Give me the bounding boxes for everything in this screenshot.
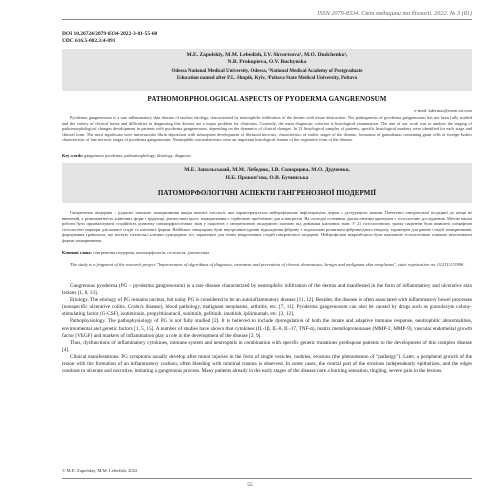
page-number: 55 [247,482,253,488]
email: e-mail: kdermas@mem.ed.com [414,108,472,113]
ukrainian-authors: М.Е. Запольський, М.М. Лебедюк, І.В. Скворцова, М.О. Дудченко, [184,167,350,173]
ukrainian-abstract: Гангренозна піодермія – рідкісне запальне захворювання шкіри неясної етіології, яка характеризується нейтрофільною інфільтрацією дерми з деструкцією тканин. Патогенез гангренозної піодермії до кінця не вивчений, а різноманітність клінічних форм і труднощі діагностики цього захворювання є серйозною проблемою для клініцистів. На сьогодні основним діагностичним критерієм є гістологічне дослідження. Метою нашої роботи було проаналізувати стадійність розвитку патоморфологічних змін у пацієнтів з гангренозною піодермією залежно від динаміки клінічних змін. У 21 гістологічному зразку пацієнтів були виявлені специфічні гістологічні маркери для кожної стадії та клінічної форми. Найбільш значущими були внутрішньосудинні відкладення фібрину з подальшим розвитком фібриноїдного некрозу, характерні для ранніх стадій захворювання, формування гранульом, що містять гігантські клітини чужорідних тіл, характерні для пізніх некротичних стадій гангренозної піодермії. Нейтрофільні мікроабсцеси були важливою гістологічною ознакою вегетативної форми захворювання. [62,210,472,243]
ukrainian-authors-box [62,163,472,203]
ukrainian-keywords [62,250,472,256]
english-abstract: Pyoderma gangrenosum is a rare inflammatory skin disease of unclear etiology, characterized by neutrophilic infiltration of the dermis with tissue destruction. The pathogenesis of pyoderma gangrenosum has not been fully studied and the variety of clinical forms and difficulties in diagnosing this disease are a major problem for clinicians. Currently, the main diagnostic criterion is histological examination. The aim of our work was to analyze the staging of pathomorphological changes development in patients with pyoderma gangrenosum, depending on the dynamics of clinical changes. In 21 histological samples of patients, specific histological markers were identified for each stage and clinical form. The most significant were intravascular fibrin deposition with subsequent development of fibrinoid necrosis, characteristic of earlier stages of the disease, formation of granulomas containing giant cells of foreign bodies characteristic of late necrotic stages of pyoderma gangrenosum. Neutrophilic microabscesses were an important histological feature of the vegetative form of the disease. [62,115,472,143]
ukrainian-authors-line2: Н.Б. Прокоп’єва, О.В. Бучинська [225,175,309,181]
english-affiliation-line2: Education named after P.L. Shupik, Kyiv, ²Poltava State Medical University, Poltava [176,76,358,81]
english-title: PATHOMORPHOLOGICAL ASPECTS OF PYODERMA GANGRENOSUM [147,95,387,103]
english-authors: M.E. Zapolskiy, M.M. Lebedish, I.V. Skvortsova¹, M.O. Dudchenko¹, [186,52,348,58]
journal-header: ISSN 2079-8334. Світ медицини та біології. 2022. № 3 (81) [317,10,472,17]
body-paragraph-clinical: Clinical manifestations. PG symptoms usually develop after minor injuries in the form of single vesicles, nodules, erosions (the phenomenon of "pathergy"). Later, a peripheral growth of the lesion with the formation of an inflammatory cushion, often bleeding with minimal trauma is observed. In some cases, the central part of the erosions independently epithelizes, and the edges continue to ulcerate and necrotize, imitating a gangrenous process. Many patients already in the early stages of the disease note a burning sensation, tingling, severe pain in the lesions. [62,353,472,375]
udc-line: UDC 616.5-002.3:4-091 [62,38,116,44]
footer-rule [62,478,472,479]
copyright: © M.E. Zapolskiy, M.M. Lebedish, 2022 [62,468,138,473]
english-affiliation-line1: Odessa National Medical University, Odessa, ¹National Medical Academy of Postgraduate [171,69,363,74]
ukrainian-keywords-text: гангренозна піодермія, патоморфологія, гістологія, діагностика [93,250,210,255]
body-paragraph-summary: Thus, dysfunctions of inflammatory cytokines, immune system and neutrophils in combination with specific genetic mutations predispose patients to the development of this complex disease [4]. [62,339,472,353]
english-authors-box [62,49,472,91]
english-keywords [62,153,472,159]
english-keywords-label: Key words: [62,153,84,158]
english-keywords-text: gangrenous pyoderma, pathomorphology, histology, diagnosis [84,153,191,158]
body-paragraph-intro: Gangrenous pyoderma (PG – pyoderma gangrenosum) is a rare disease characterized by neutrophilic infiltration of the dermis and manifested in the form of inflammatory and ulcerative skin lesions [1, 8, 13]. [62,283,472,297]
body-paragraph-pathophysiology: Pathophysiology. The pathophysiology of PG is not fully studied [2]. It is believed to include dysregulation of both the innate and adaptive immune response, neutrophilic abnormalities, environmental and genetic factors [1, 5, 15]. A number of studies have shown that cytokines (IL-1β, IL-8, IL-17, TNF-α), matrix metalloproteinases (MMP-2, MMP-9), vascular endothelial growth factor (VEGF) and markers of inflammation play a role in the development of the disease [2, 9]. [62,318,472,339]
header-rule [62,19,472,20]
english-authors-line2: N.B. Prokopieva, O.V. Buchynska [227,59,307,65]
body-paragraph-etiology: Etiology. The etiology of PG remains unclear, but today PG is considered to be an autoinflammatory disease [11, 12]. Besides, the disease is often associated with inflammatory bowel processes (nonspecific ulcerative colitis, Crohn's disease), blood pathology, malignant neoplasms, arthritis, etc. [7, 11]. Pyoderma gangrenosum can also be caused by drugs such as granulocyte colony-stimulating factor (G-CSF), isotretinoin, propylthiouracil, sunitinib, gefitinib, imatinib, ipilimumab, etc. [2, 12]. [62,297,472,318]
ukrainian-title: ПАТОМОРФОЛОГІЧНІ АСПЕКТИ ГАНГРЕНОЗНОЇ ПІОДЕРМІЇ [157,189,377,197]
ukrainian-keywords-label: Ключові слова: [62,250,92,255]
research-note: The study is a fragment of the research project "Improvement of algorithms of diagnosis, treatment and prevention of chronic dermatoses, benign and malignant skin neoplasms", state registration no. 0121U113996. [70,262,465,267]
article-body [62,283,472,465]
doi-line: DOI 10.26724/2079-8334-2022-3-81-55-60 [62,31,158,37]
